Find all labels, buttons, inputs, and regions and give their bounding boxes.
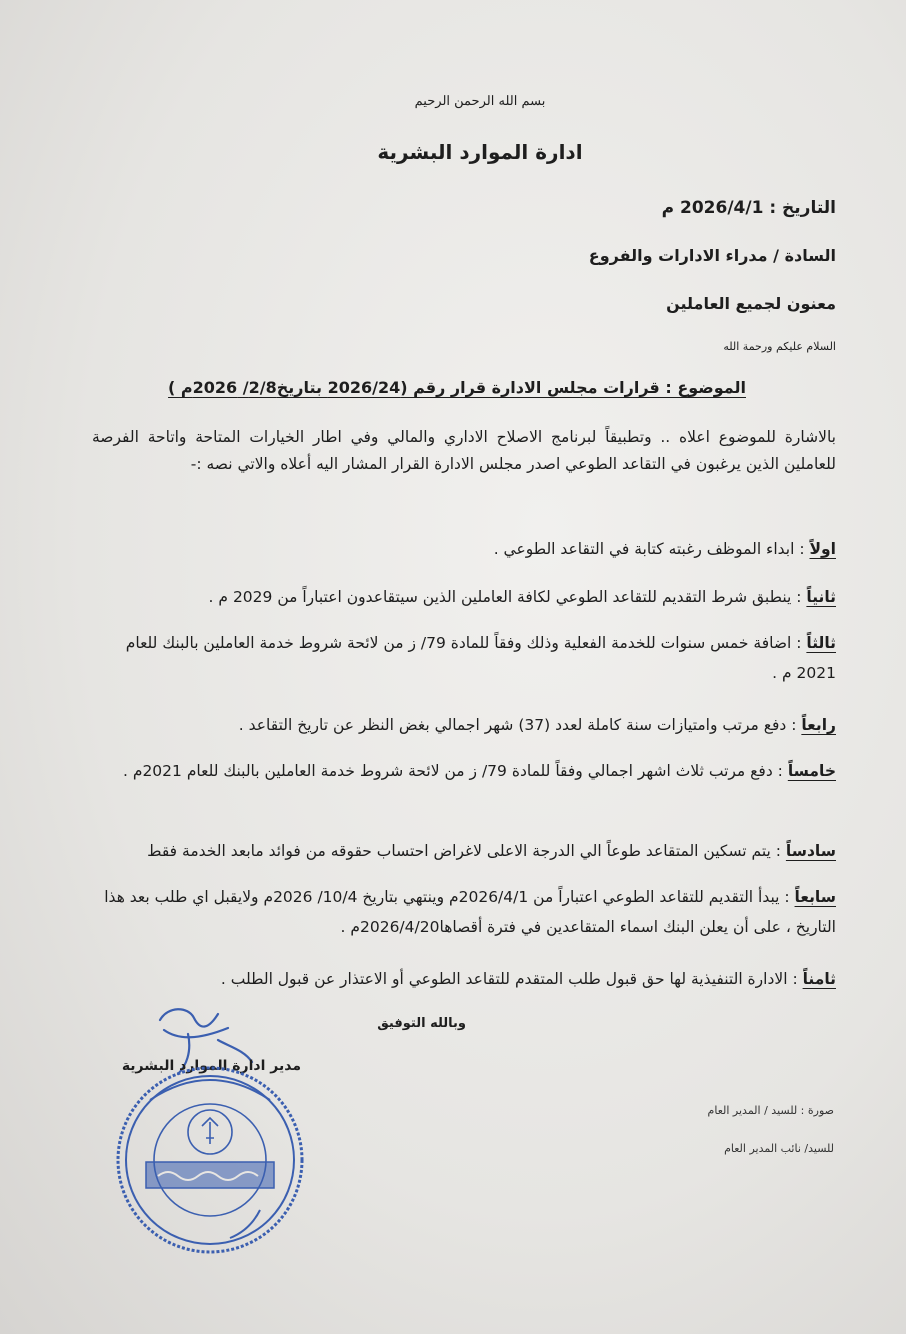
clause-label: سادساً [785, 842, 836, 860]
clause-8 [92, 964, 836, 994]
to-all-line: معنون لجميع العاملين [666, 294, 836, 313]
clause-label: سابعاً [794, 888, 836, 906]
clause-label: ثالثاً [806, 634, 836, 652]
clause-label: اولاً [809, 540, 836, 558]
subject-line: الموضوع : قرارات مجلس الادارة قرار رقم (2026/24 بتاريخ2/8/ 2026م ) [168, 378, 746, 397]
clause-4 [92, 710, 836, 740]
cc-general-manager: صورة : للسيد / المدير العام [707, 1104, 834, 1117]
clause-text: : يبدأ التقديم للتقاعد الطوعي اعتباراً من 2026/4/1م وينتهي بتاريخ 10/4/ 2026م ولايقبل اي طلب بعد هذا التاريخ ، على أن يعلن البنك اسماء المتقاعدين في فترة أقصاها2026/4/20م . [104, 888, 836, 936]
clause-text: : دفع مرتب وامتيازات سنة كاملة لعدد (37) شهر اجمالي بغض النظر عن تاريخ التقاعد . [238, 716, 802, 734]
official-stamp-icon [110, 1060, 310, 1260]
clause-7 [92, 882, 836, 942]
department-title: ادارة الموارد البشرية [377, 140, 583, 164]
clause-label: ثانياً [806, 588, 836, 606]
clause-5 [92, 756, 836, 786]
addressee-line: السادة / مدراء الادارات والفروع [588, 246, 836, 265]
signer-title: مدير ادارة الموارد البشرية [121, 1058, 301, 1074]
date-line: التاريخ : 2026/4/1 م [661, 198, 836, 218]
clause-text: : الادارة التنفيذية لها حق قبول طلب المتقدم للتقاعد الطوعي أو الاعتذار عن قبول الطلب . [220, 970, 803, 988]
clause-2 [92, 582, 836, 612]
greeting-line: السلام عليكم ورحمة الله [723, 340, 836, 353]
cc-deputy-manager: للسيد/ نائب المدير العام [724, 1142, 834, 1155]
clause-text: : يتم تسكين المتقاعد طوعاً الي الدرجة الاعلى لاغراض احتساب حقوقه من فوائد مابعد الخدمة فقط [147, 842, 786, 860]
clause-text: : دفع مرتب ثلاث اشهر اجمالي وفقاً للمادة 79/ ز من لائحة شروط خدمة العاملين بالبنك للعام 2021م . [122, 762, 788, 780]
basmala: بسم الله الرحمن الرحيم [414, 94, 546, 109]
clause-text: : اضافة خمس سنوات للخدمة الفعلية وذلك وفقاً للمادة 79/ ز من لائحة شروط خدمة العاملين بالبنك للعام 2021 م . [125, 634, 836, 682]
clause-6 [92, 836, 836, 866]
clause-text: : ينطبق شرط التقديم للتقاعد الطوعي لكافة العاملين الذين سيتقاعدون اعتباراً من 2029 م . [208, 588, 807, 606]
clause-text: : ابداء الموظف رغبته كتابة في التقاعد الطوعي . [493, 540, 810, 558]
clause-label: خامساً [787, 762, 836, 780]
intro-paragraph: بالاشارة للموضوع اعلاه .. وتطبيقاً لبرنامج الاصلاح الاداري والمالي وفي اطار الخيارات المتاحة واتاحة الفرصة للعاملين الذين يرغبون في التقاعد الطوعي اصدر مجلس الادارة القرار المشار اليه أعلاه والاتي نصه :- [92, 428, 836, 473]
clause-label: ثامناً [802, 970, 836, 988]
clause-3 [92, 628, 836, 688]
clause-1 [92, 534, 836, 564]
closing-line: وبالله التوفيق [377, 1016, 466, 1031]
clause-label: رابعاً [801, 716, 836, 734]
